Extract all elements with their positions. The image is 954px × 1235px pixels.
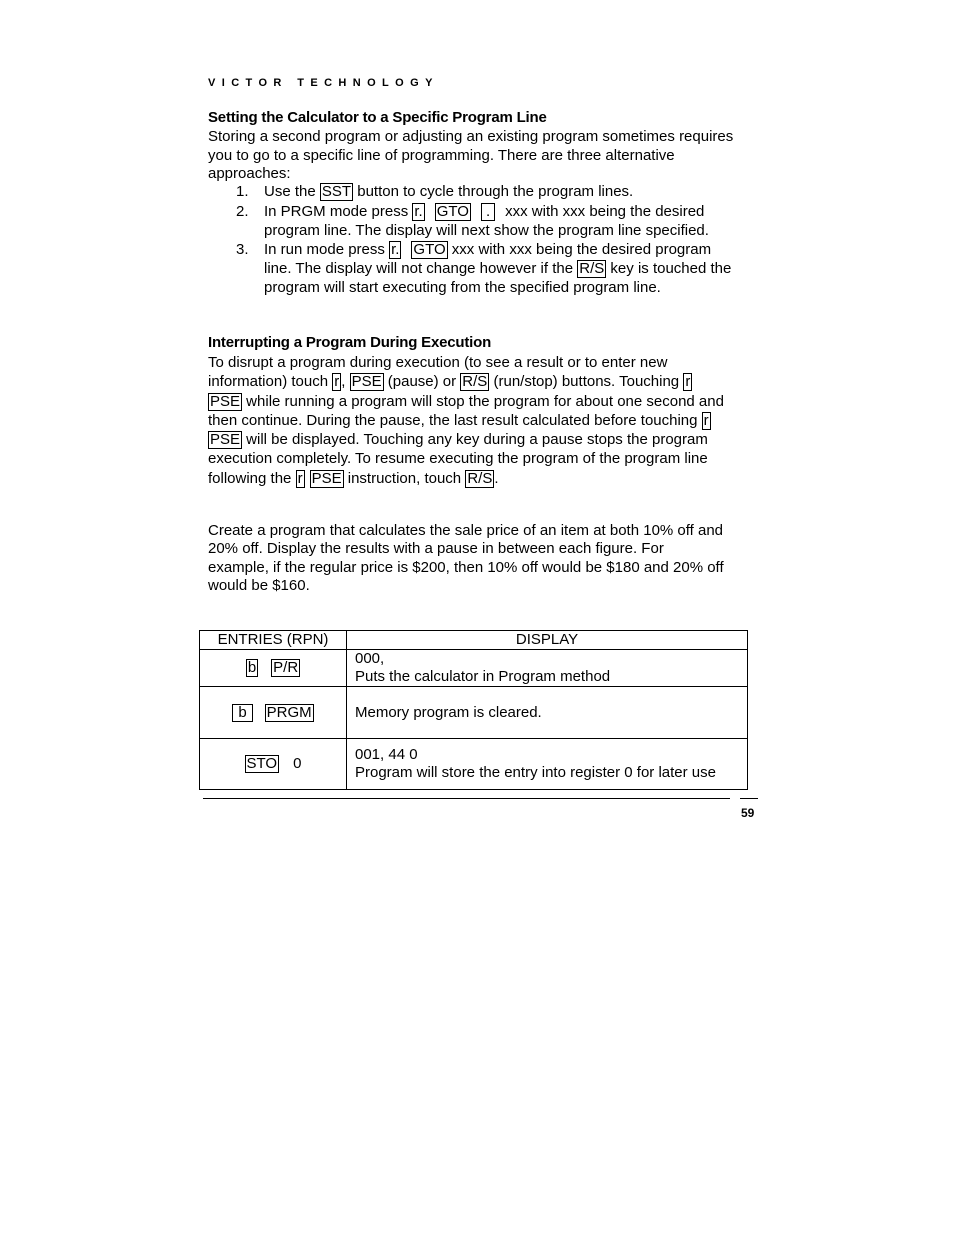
section-heading-interrupting: Interrupting a Program During Execution [208,334,492,351]
page-number: 59 [741,806,755,820]
text: 20% off. Display the results with a pause in between each figure. For [208,540,664,558]
entry-cell [200,739,347,790]
text: Create a program that calculates the sale price of an item at both 10% off and [208,522,724,539]
intro-line: Storing a second program or adjusting an existing program sometimes requires [208,128,734,145]
key-b: b [247,659,257,676]
example-paragraph [208,522,756,595]
text: then continue. During the pause, the last result calculated before touching [208,411,702,429]
text: Program will store the entry into register 0 for later use [355,764,716,781]
text: , [341,373,350,391]
text: 001, 44 0 [355,746,418,763]
intro-line: you to go to a specific line of programming. There are three alternative [208,146,675,164]
running-header: VICTOR TECHNOLOGY [208,77,439,89]
text: program line. The display will next show the program line specified. [264,222,709,239]
column-header-display: DISPLAY [347,631,748,650]
text: example, if the regular price is $200, then 10% off would be $180 and 20% off [208,558,724,576]
list-number: 3. [236,241,249,258]
key-gto: GTO [436,203,469,220]
column-header-entries: ENTRIES (RPN) [200,631,347,650]
footer-rule [203,798,730,799]
key-pse: PSE [210,392,241,410]
key-pr: P/R [273,659,299,676]
text: (pause) or [383,373,461,391]
footer-rule-short [740,798,758,799]
text: following the [208,469,296,487]
text: 000, [355,650,385,667]
table-row [200,739,748,790]
key-rs: R/S [462,373,488,391]
key-pse: PSE [351,373,382,391]
entry-cell [200,687,347,739]
digit-zero: 0 [293,755,302,772]
key-r: r [685,373,691,391]
key-r: r. [414,203,423,220]
display-cell [347,650,748,687]
key-r: r [297,469,303,487]
text: will be displayed. Touching any key during a pause stops the program [242,431,708,449]
key-pse: PSE [311,469,342,487]
key-gto: GTO [413,241,446,258]
table-header-row [200,631,748,650]
text: program will start executing from the specified program line. [264,279,661,296]
text: instruction, touch [343,469,466,487]
key-r: r [334,373,340,391]
text: Memory program is cleared. [355,703,542,721]
key-b: b [232,704,252,722]
text: xxx with xxx being the desired [505,203,705,220]
table-row [200,687,748,739]
text: key is touched the [606,260,732,277]
text: In PRGM mode press [264,203,413,220]
list-item [236,182,731,201]
text: In run mode press [264,241,390,258]
key-rs: R/S [467,469,493,487]
list-item [236,202,731,240]
text: To disrupt a program during execution (to see a result or to enter new [208,354,668,371]
key-pse: PSE [210,431,241,449]
key-prgm: PRGM [266,703,312,721]
text: Puts the calculator in Program method [355,668,611,685]
section1-intro [208,128,756,184]
text: would be $160. [208,576,310,594]
text: line. The display will not change however if the [264,260,578,277]
list-item [236,240,731,297]
section2-body [208,353,756,488]
display-cell [347,739,748,790]
list-number: 2. [236,203,249,220]
key-sto: STO [246,755,278,772]
text: while running a program will stop the program for about one second and [242,392,724,410]
list-number: 1. [236,183,249,200]
text: xxx with xxx being the desired program [447,241,712,258]
key-sst: SST [321,183,352,200]
text: execution completely. To resume executing the program of the program line [208,450,708,468]
text: . [494,469,499,487]
approaches-list [236,182,731,297]
key-r: r. [391,241,400,258]
text: (run/stop) buttons. Touching [489,373,684,391]
section-heading-program-line: Setting the Calculator to a Specific Program Line [208,109,547,126]
key-dot: . [481,203,495,221]
key-rs: R/S [579,260,605,277]
key-r: r [703,411,709,429]
entries-table [199,630,748,790]
text: button to cycle through the program lines. [353,183,634,200]
table-row [200,650,748,687]
display-cell [347,687,748,739]
intro-line: approaches: [208,165,291,183]
text: information) touch [208,373,333,391]
text: Use the [264,183,320,200]
entry-cell [200,650,347,687]
